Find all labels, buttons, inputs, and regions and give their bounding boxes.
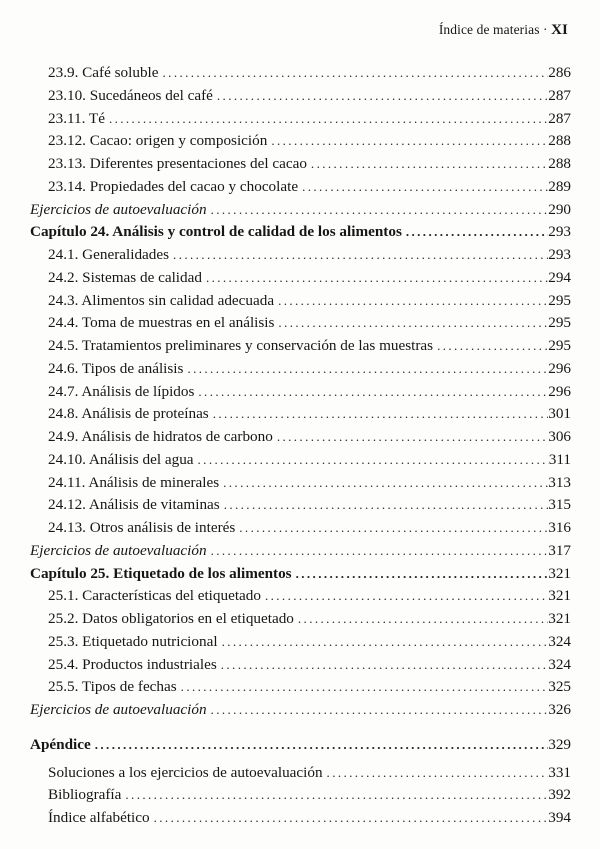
toc-entry-page: 324 [548,632,571,650]
toc-entry-label: 23.10. Sucedáneos del café [48,86,213,104]
toc-entry-label: 25.5. Tipos de fechas [48,678,177,696]
toc-entry-sub[interactable] [30,610,571,633]
page-number-roman: XI [551,22,568,38]
toc-entry-sub[interactable] [30,587,571,610]
toc-entry-sub[interactable] [30,64,571,87]
toc-entry-sub[interactable] [30,656,571,679]
dot-leader [169,247,548,263]
dot-leader [150,810,549,826]
dot-leader [323,765,549,781]
toc-entry-page: 287 [548,86,571,104]
dot-leader [235,520,548,536]
dot-leader [177,679,549,695]
dot-leader [267,133,548,149]
toc-entry-sub[interactable] [30,314,571,337]
toc-entry-appendix[interactable] [30,736,571,759]
toc-entry-label: 24.5. Tratamientos preliminares y conservación de las muestras [48,337,434,354]
toc-entry-label: 24.13. Otros análisis de interés [48,519,236,536]
toc-entry-label: 24.10. Análisis del agua [48,450,194,468]
toc-entry-page: 324 [548,655,571,673]
header-text: Índice de materias · [438,22,548,37]
toc-entry-sub[interactable] [30,764,571,787]
toc-entry-label: Ejercicios de autoevaluación [30,200,207,218]
toc-entry-label: 25.4. Productos industriales [48,655,217,673]
toc-entry-label: 23.14. Propiedades del cacao y chocolate [48,177,299,195]
toc-entry-page: 288 [548,155,571,172]
toc-entry-page: 316 [548,519,571,536]
toc-entry-chapter[interactable] [30,223,571,246]
toc-entry-label: Capítulo 24. Análisis y control de calidad de los alimentos [30,223,402,241]
toc-entry-sub[interactable] [30,809,571,832]
toc-entry-page: 329 [548,735,571,753]
toc-entry-page: 317 [548,541,571,559]
toc-entry-sub[interactable] [30,110,571,133]
toc-entry-label: Índice alfabético [48,809,150,826]
dot-leader [220,497,549,513]
toc-entry-page: 311 [548,450,571,468]
toc-entry-label: 23.12. Cacao: origen y composición [48,132,268,150]
dot-leader [213,88,548,104]
toc-entry-page: 392 [548,786,571,804]
dot-leader [274,293,548,309]
toc-entry-page: 321 [548,564,571,582]
toc-entry-page: 296 [548,359,571,377]
toc-entry-label: 24.1. Generalidades [48,246,170,263]
section-spacer [30,724,571,736]
toc-entry-sub[interactable] [30,87,571,110]
toc-entry-page: 290 [548,200,571,218]
toc-entry-label: 24.3. Alimentos sin calidad adecuada [48,291,275,309]
toc-entry-label: 24.7. Análisis de lípidos [48,382,195,400]
dot-leader [207,702,549,718]
toc-entry-label: 24.4. Toma de muestras en el análisis [48,314,275,332]
table-of-contents [30,64,571,832]
dot-leader [91,737,548,753]
toc-entry-sub[interactable] [30,132,571,155]
toc-entry-page: 321 [548,587,571,605]
toc-entry-page: 315 [548,496,571,514]
toc-entry-page: 293 [548,223,571,241]
toc-entry-sub[interactable] [30,786,571,809]
toc-entry-label: 24.2. Sistemas de calidad [48,268,202,286]
toc-entry-sub[interactable] [30,474,571,497]
toc-entry-label: 23.13. Diferentes presentaciones del cacao [48,155,307,172]
toc-entry-exercise[interactable] [30,201,571,224]
toc-entry-label: 24.8. Análisis de proteínas [48,405,209,423]
toc-entry-label: 24.9. Análisis de hidratos de carbono [48,428,273,445]
dot-leader [194,384,548,400]
running-header [439,22,568,39]
toc-entry-page: 287 [548,109,571,127]
toc-entry-sub[interactable] [30,383,571,406]
toc-entry-page: 394 [548,809,571,826]
toc-entry-sub[interactable] [30,428,571,451]
toc-entry-page: 325 [548,678,571,696]
toc-entry-page: 326 [548,701,571,718]
toc-entry-page: 294 [548,268,571,286]
toc-entry-page: 286 [548,64,571,81]
dot-leader [219,475,548,491]
toc-entry-sub[interactable] [30,360,571,383]
dot-leader [292,566,549,582]
toc-entry-sub[interactable] [30,155,571,178]
dot-leader [402,224,548,240]
toc-entry-page: 313 [548,473,571,491]
dot-leader [294,611,548,627]
dot-leader [194,452,549,468]
toc-entry-page: 289 [548,177,571,195]
toc-entry-sub[interactable] [30,678,571,701]
toc-entry-label: Soluciones a los ejercicios de autoevaluación [48,763,323,781]
toc-entry-sub[interactable] [30,519,571,542]
toc-entry-page: 295 [548,337,571,354]
toc-entry-label: 24.12. Análisis de vitaminas [48,496,220,514]
toc-entry-exercise[interactable] [30,542,571,565]
toc-entry-page: 296 [548,382,571,400]
dot-leader [209,406,549,422]
dot-leader [202,270,548,286]
toc-section-chapters [30,64,571,724]
toc-entry-sub[interactable] [30,337,571,360]
toc-entry-sub[interactable] [30,451,571,474]
toc-entry-page: 293 [548,246,571,263]
toc-entry-page: 288 [548,132,571,150]
dot-leader [298,179,548,195]
toc-entry-sub[interactable] [30,496,571,519]
toc-entry-sub[interactable] [30,633,571,656]
toc-entry-label: 23.11. Té [48,109,105,127]
toc-entry-page: 331 [548,763,571,781]
toc-section-backmatter [30,764,571,832]
toc-entry-sub[interactable] [30,269,571,292]
toc-entry-exercise[interactable] [30,701,571,724]
toc-entry-label: Bibliografía [48,786,122,804]
toc-entry-chapter[interactable] [30,565,571,588]
dot-leader [121,787,548,803]
toc-entry-label: 24.11. Análisis de minerales [48,473,220,491]
toc-entry-label: 24.6. Tipos de análisis [48,359,184,377]
dot-leader [207,543,549,559]
dot-leader [261,588,548,604]
toc-entry-page: 295 [548,291,571,309]
toc-entry-label: Ejercicios de autoevaluación [30,541,207,559]
toc-entry-label: Apéndice [30,735,91,753]
toc-entry-page: 295 [548,314,571,332]
toc-entry-sub[interactable] [30,178,571,201]
toc-entry-sub[interactable] [30,292,571,315]
toc-entry-sub[interactable] [30,405,571,428]
toc-entry-label: Ejercicios de autoevaluación [30,701,207,718]
dot-leader [218,634,549,650]
toc-entry-sub[interactable] [30,246,571,269]
toc-entry-page: 321 [548,610,571,627]
dot-leader [159,65,549,81]
toc-entry-label: 25.3. Etiquetado nutricional [48,632,218,650]
dot-leader [273,429,548,445]
toc-entry-page: 306 [548,428,571,445]
toc-entry-label: 25.1. Características del etiquetado [48,587,261,605]
dot-leader [183,361,548,377]
dot-leader [274,315,548,331]
dot-leader [307,156,548,172]
dot-leader [105,111,548,127]
dot-leader [207,202,549,218]
dot-leader [217,657,548,673]
toc-entry-label: 23.9. Café soluble [48,64,159,81]
dot-leader [433,338,548,354]
toc-entry-label: 25.2. Datos obligatorios en el etiquetado [48,610,294,627]
toc-entry-label: Capítulo 25. Etiquetado de los alimentos [30,564,292,582]
toc-entry-page: 301 [548,405,571,423]
